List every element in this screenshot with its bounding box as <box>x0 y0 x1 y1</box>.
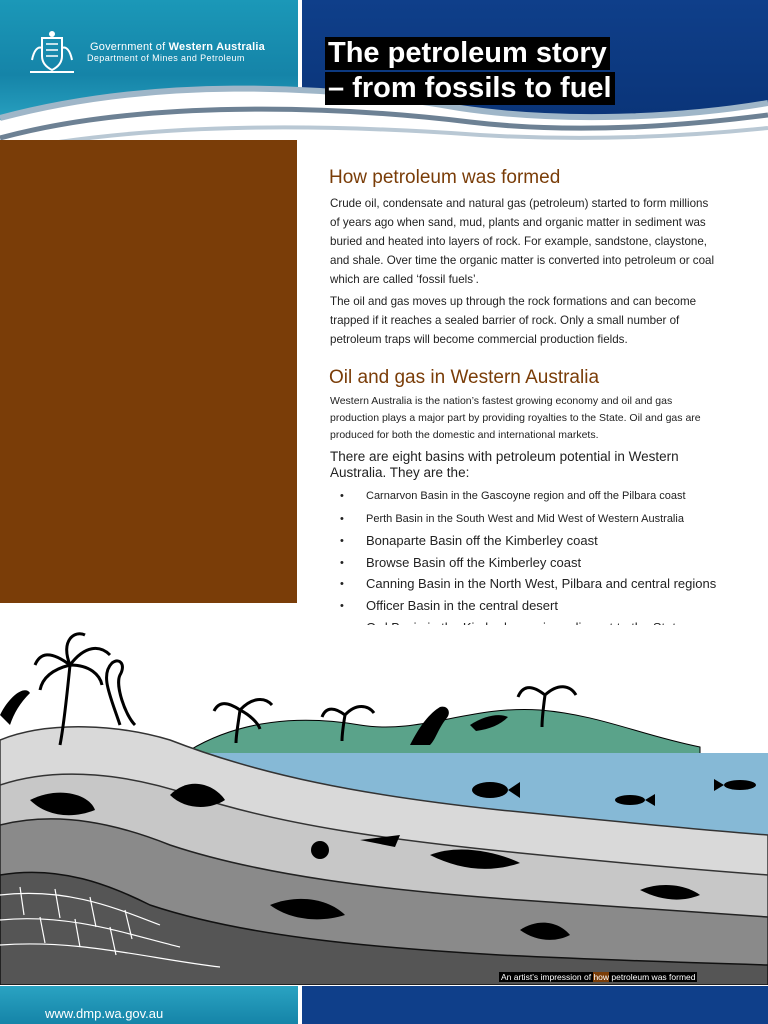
petroleum-formation-illustration <box>0 625 768 985</box>
section2-paragraph2: There are eight basins with petroleum potential in Western Australia. They are the: <box>330 449 679 480</box>
footer-website-link[interactable]: www.dmp.wa.gov.au <box>45 1006 164 1021</box>
wa-crest-logo <box>28 30 76 74</box>
section-heading-how-formed: How petroleum was formed <box>329 167 561 188</box>
page-title-line2: – from fossils to fuel <box>325 71 615 105</box>
side-color-panel <box>0 140 297 603</box>
footer-banner-right <box>302 986 768 1024</box>
section-heading-wa-oil-gas: Oil and gas in Western Australia <box>329 367 600 388</box>
government-label: Government of Western Australia <box>90 41 265 53</box>
section2-paragraph1: Western Australia is the nation’s fastest growing economy and oil and gas production plays a major part by providing royalties to the State. Oil and gas are produced for both the domestic and international markets. <box>330 395 701 441</box>
section1-paragraph1: Crude oil, condensate and natural gas (petroleum) started to form millions of years ago when sand, mud, plants and organic matter in sediment was buried and heated into layers of rock. For example, sandstone, claystone, and shale. Over time the organic matter is converted into petroleum or coal which are called ‘fossil fuels’. <box>330 197 715 286</box>
page-title-line1: The petroleum story <box>325 36 610 70</box>
illustration-caption: An artist’s impression of how petroleum was formed <box>501 972 696 982</box>
section1-paragraph2: The oil and gas moves up through the rock formations and can become trapped if it reaches a sealed barrier of rock. Only a small number of petroleum traps will become commercial production fields. <box>330 295 697 346</box>
department-label: Department of Mines and Petroleum <box>87 53 245 63</box>
